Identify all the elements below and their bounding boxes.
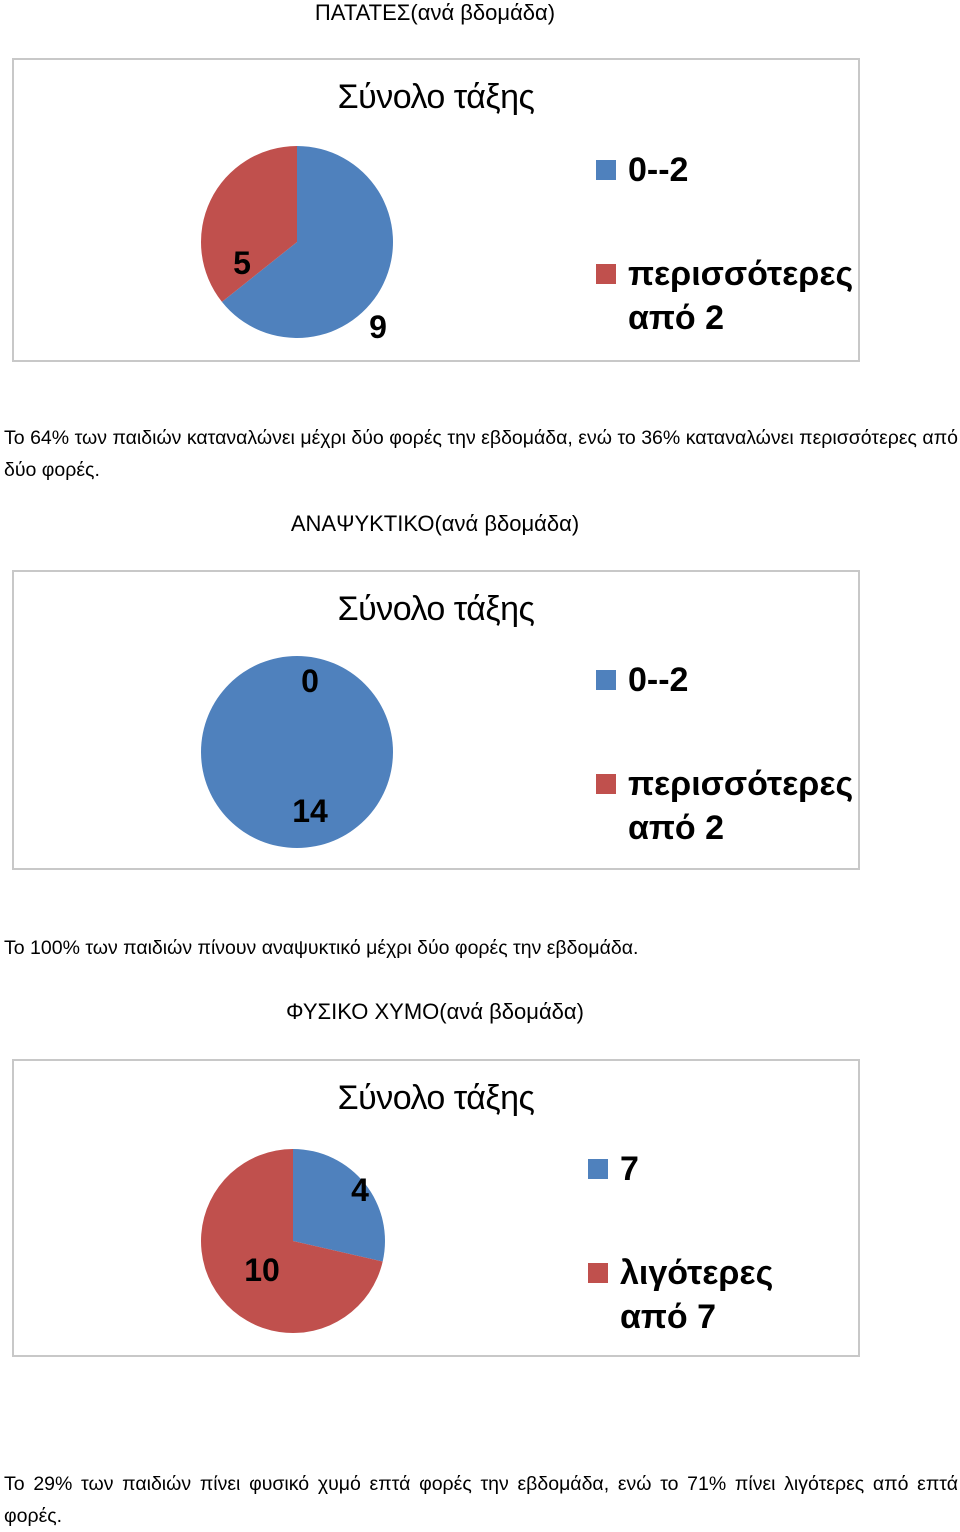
- legend-swatch-blue: [596, 670, 616, 690]
- pie-data-label: 5: [233, 245, 251, 281]
- section-heading-soft-drink: ΑΝΑΨΥΚΤΙΚΟ(ανά βδομάδα): [290, 511, 580, 536]
- legend-swatch-red: [596, 264, 616, 284]
- chart-soft-drink: [12, 570, 860, 870]
- pie-data-label: 0: [301, 663, 319, 699]
- paragraph: Το 100% των παιδιών πίνουν αναψυκτικό μέχρι δύο φορές την εβδομάδα.: [4, 937, 639, 959]
- legend-swatch-blue: [596, 160, 616, 180]
- legend-label: περισσότερες από 2: [628, 255, 854, 337]
- chart-natural-juice: [12, 1059, 860, 1357]
- chart-title: Σύνολο τάξης: [337, 1079, 535, 1117]
- paragraph: Το 29% των παιδιών πίνει φυσικό χυμό επτά φορές την εβδομάδα, ενώ το 71% πίνει λιγότερες από επτά φορές.: [4, 1473, 958, 1527]
- legend-label: 7: [620, 1150, 639, 1188]
- paragraph: Το 64% των παιδιών καταναλώνει μέχρι δύο φορές την εβδομάδα, ενώ το 36% καταναλώνει περισσότερες από δύο φορές.: [4, 427, 958, 481]
- pie-data-label: 10: [244, 1252, 280, 1288]
- chart-potatoes: [12, 58, 860, 362]
- section-heading-potatoes: ΠΑΤΑΤΕΣ(ανά βδομάδα): [314, 0, 556, 25]
- chart-title: Σύνολο τάξης: [337, 78, 535, 116]
- section-heading-natural-juice: ΦΥΣΙΚΟ ΧΥΜΟ(ανά βδομάδα): [286, 999, 584, 1024]
- pie-data-label: 4: [351, 1172, 369, 1208]
- legend-label: 0--2: [628, 661, 689, 699]
- legend-label: λιγότερες από 7: [620, 1254, 774, 1336]
- pie-data-label: 14: [292, 793, 328, 829]
- legend-swatch-blue: [588, 1159, 608, 1179]
- legend-label: 0--2: [628, 151, 689, 189]
- legend-swatch-red: [588, 1263, 608, 1283]
- chart-title: Σύνολο τάξης: [337, 590, 535, 628]
- legend-swatch-red: [596, 774, 616, 794]
- pie-data-label: 9: [369, 309, 387, 345]
- legend-label: περισσότερες από 2: [628, 765, 854, 847]
